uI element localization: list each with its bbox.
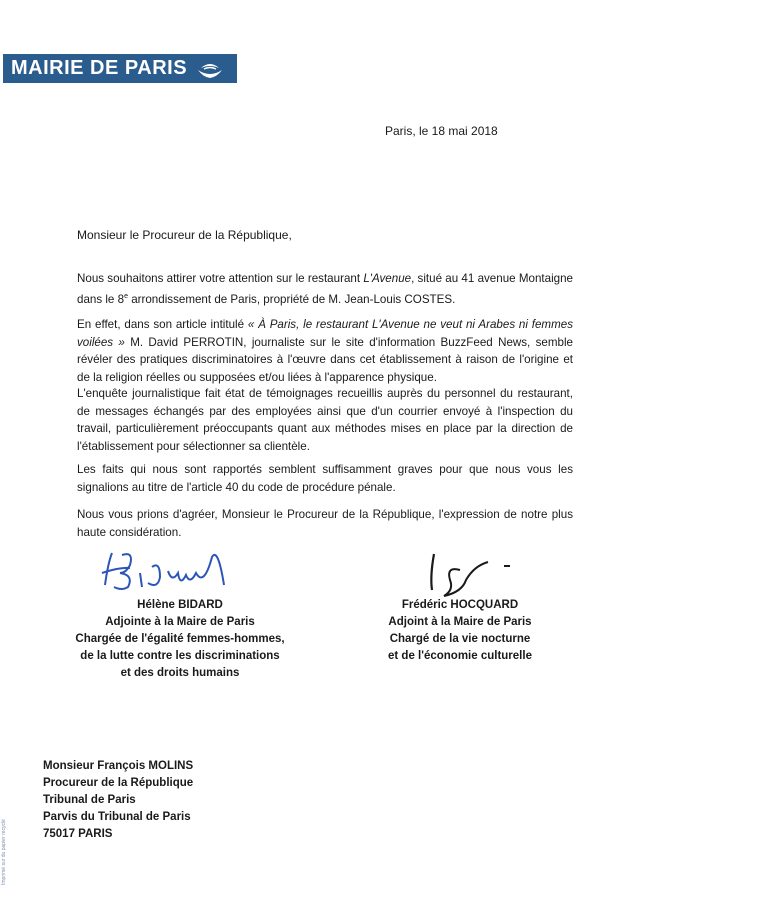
paris-ship-icon (195, 57, 225, 81)
paragraph-2 (77, 316, 573, 386)
signatory-name: Hélène BIDARD (137, 599, 223, 611)
paragraph-1 (77, 270, 573, 308)
salutation: Monsieur le Procureur de la République, (77, 228, 292, 242)
signatory-role: Adjoint à la Maire de Paris (388, 616, 532, 628)
signatory-duty: Chargé de la vie nocturne (389, 633, 531, 645)
signature-bidard (100, 543, 240, 593)
signatory-duty: de la lutte contre les discriminations (80, 650, 280, 662)
recycled-paper-note: Imprimé sur du papier recyclé (1, 819, 7, 885)
signatory-2 (355, 597, 565, 665)
letter-date: Paris, le 18 mai 2018 (385, 124, 498, 138)
signatory-role: Adjointe à la Maire de Paris (105, 616, 255, 628)
mairie-de-paris-logo (3, 54, 237, 83)
p2-text-c: M. David PERROTIN, journaliste sur le site d'information BuzzFeed News, semble révéler des pratiques discriminatoires à l'œuvre dans cet établissement à raison de l'origine et de la religion réelles ou supposées et/ou liées à l'apparence physique. (77, 335, 573, 384)
signatory-1 (70, 597, 290, 682)
p1-superscript: e (124, 292, 128, 300)
p1-text-d: arrondissement de Paris, propriété de M. Jean-Louis COSTES. (127, 292, 456, 306)
signatory-name: Frédéric HOCQUARD (401, 599, 519, 611)
recipient-city: 75017 PARIS (43, 828, 113, 840)
article-title: « À Paris, le restaurant L'Avenue ne veut ni Arabes ni femmes voilées » (77, 318, 573, 349)
recipient-title: Procureur de la République (43, 777, 194, 789)
restaurant-name: L'Avenue (363, 272, 412, 285)
recipient-street: Parvis du Tribunal de Paris (43, 811, 191, 823)
p1-text-a: Nous souhaitons attirer votre attention sur le restaurant (77, 272, 364, 285)
logo-text: MAIRIE DE PARIS (11, 57, 188, 79)
recipient-name: Monsieur François MOLINS (43, 760, 194, 772)
p1-text-c: , situé au 41 avenue Montaigne dans le 8 (77, 272, 573, 306)
recipient-court: Tribunal de Paris (43, 794, 136, 806)
paragraph-3: L'enquête journalistique fait état de témoignages recueillis auprès du personnel du restaurant, de messages échangés par des employées ainsi que d'un courrier envoyé à l'inspection du travail, particulièrement préoccupants quant aux méthodes mises en place par la direction de l'établissement pour sélectionner sa clientèle. (77, 387, 573, 453)
recipient-address (43, 758, 193, 843)
signature-hocquard (420, 546, 520, 601)
paragraph-5: Nous vous prions d'agréer, Monsieur le Procureur de la République, l'expression de notre plus haute considération. (77, 508, 573, 539)
p2-text-a: En effet, dans son article intitulé (77, 318, 248, 331)
paragraph-4: Les faits qui nous sont rapportés semblent suffisamment graves pour que nous vous les signalions au titre de l'article 40 du code de procédure pénale. (77, 463, 573, 494)
signatory-duty: et de l'économie culturelle (388, 650, 532, 662)
signatory-duty: Chargée de l'égalité femmes-hommes, (75, 633, 285, 645)
signatory-duty: et des droits humains (120, 667, 240, 679)
